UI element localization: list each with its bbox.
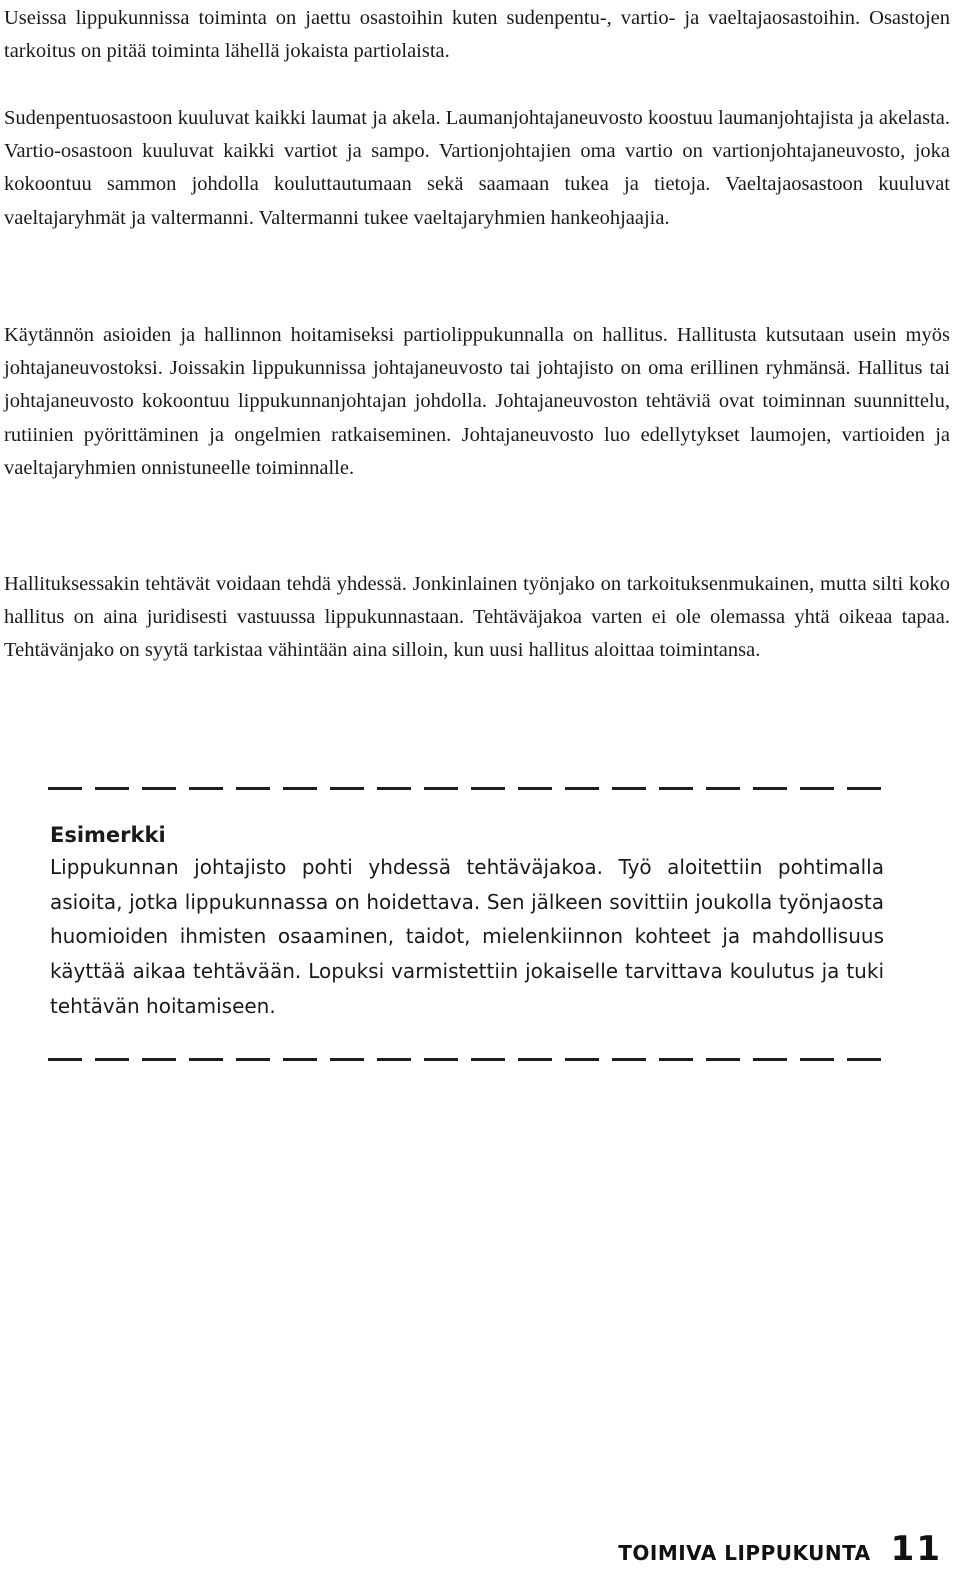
- paragraph-text: Sudenpentuosastoon kuuluvat kaikki laumat ja akela. Laumanjohtajaneuvosto koostuu laumanjohtajista ja akelasta. Vartio-osastoon kuuluvat kaikki vartiot ja sampo. Vartionjohtajien oma vartio on vartionjohtajaneuvosto, joka kokoontuu sammon johdolla kouluttautumaan sekä saamaan tukea ja tietoja. Vaeltajaosastoon kuuluvat vaeltajaryhmät ja valtermanni. Valtermanni tukee vaeltajaryhmien hankeohjaajia.: [4, 107, 950, 229]
- dashed-divider-top: [48, 787, 884, 790]
- paragraph-text: Hallituksessakin tehtävät voidaan tehdä yhdessä. Jonkinlainen työnjako on tarkoituksenmukainen, mutta silti koko hallitus on aina juridisesti vastuussa lippukunnastaan. Tehtäväjakoa varten ei ole olemassa yhtä oikeaa tapaa. Tehtävänjako on syytä tarkistaa vähintään aina silloin, kun uusi hallitus aloittaa toimintansa.: [4, 573, 950, 662]
- paragraph-divisions: [4, 2, 950, 68]
- paragraph-task-division: [4, 568, 950, 668]
- dashed-divider-bottom: [48, 1058, 884, 1061]
- page-footer: [618, 1529, 942, 1569]
- example-box: [50, 820, 884, 1024]
- paragraph-text: Useissa lippukunnissa toiminta on jaettu osastoihin kuten sudenpentu-, vartio- ja vaeltajaosastoihin. Osastojen tarkoitus on pitää toiminta lähellä jokaista partiolaista.: [4, 7, 950, 63]
- footer-publication-title: TOIMIVA LIPPUKUNTA: [618, 1541, 871, 1565]
- paragraph-sections: [4, 102, 950, 235]
- paragraph-text: Käytännön asioiden ja hallinnon hoitamiseksi partiolippukunnalla on hallitus. Hallitusta kutsutaan usein myös johtajaneuvostoksi. Joissakin lippukunnissa johtajaneuvosto tai johtajisto on oma erillinen ryhmänsä. Hallitus tai johtajaneuvosto kokoontuu lippukunnanjohtajan johdolla. Johtajaneuvoston tehtäviä ovat toiminnan suunnittelu, rutiinien pyörittäminen ja ongelmien ratkaiseminen. Johtajaneuvosto luo edellytykset laumojen, vartioiden ja vaeltajaryhmien onnistuneelle toiminnalle.: [4, 324, 950, 479]
- page-number: 11: [890, 1529, 942, 1569]
- example-text: Lippukunnan johtajisto pohti yhdessä tehtäväjakoa. Työ aloitettiin pohtimalla asioita, jotka lippukunnassa on hoidettava. Sen jälkeen sovittiin joukolla työnjaosta huomioiden ihmisten osaaminen, taidot, mielenkiinnon kohteet ja mahdollisuus käyttää aikaa tehtävään. Lopuksi varmistettiin jokaiselle tarvittava koulutus ja tuki tehtävän hoitamiseen.: [50, 855, 884, 1018]
- paragraph-board: [4, 319, 950, 485]
- example-title: Esimerkki: [50, 823, 166, 847]
